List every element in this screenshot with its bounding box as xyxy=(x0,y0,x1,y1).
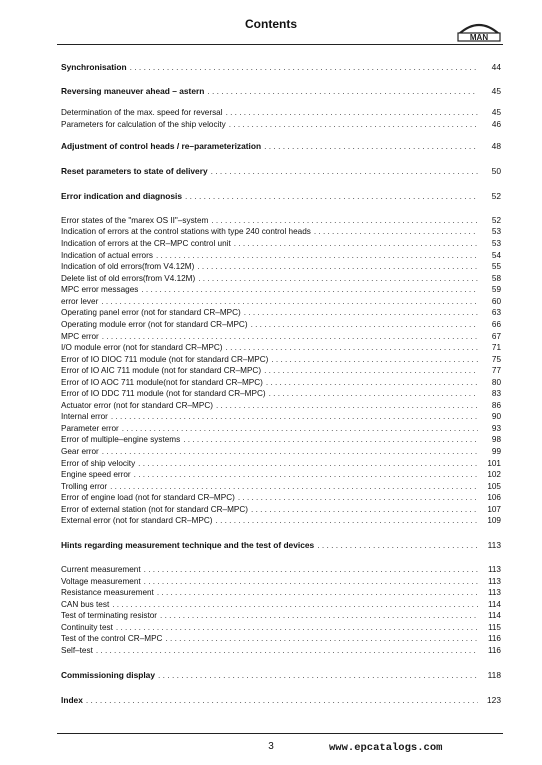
toc-entry-page: 83 xyxy=(491,389,501,398)
dot-leader xyxy=(226,342,478,353)
toc-entry[interactable] xyxy=(61,410,501,422)
toc-entry-label: Indication of errors at the CR–MPC control unit xyxy=(61,239,231,248)
toc-entry-label: Voltage measurement xyxy=(61,577,141,586)
toc-section-entry[interactable] xyxy=(61,669,501,681)
dot-leader xyxy=(269,388,478,399)
toc-entry-label: Error of IO DDC 711 module (not for standard CR–MPC) xyxy=(61,389,266,398)
toc-entry-page: 98 xyxy=(491,435,501,444)
toc-entry-page: 75 xyxy=(491,355,501,364)
svg-text:MAN: MAN xyxy=(469,33,489,42)
toc-entry-label: Error states of the "marex OS II"–system xyxy=(61,216,209,225)
toc-entry-page: 115 xyxy=(487,623,501,632)
toc-entry-page: 80 xyxy=(491,378,501,387)
toc-entry-label: Internal error xyxy=(61,412,108,421)
toc-entry-page: 44 xyxy=(491,62,501,72)
toc-entry-label: MPC error xyxy=(61,332,99,341)
toc-section-entry[interactable] xyxy=(61,694,501,706)
toc-entry-label: Test of the control CR–MPC xyxy=(61,634,163,643)
dot-leader xyxy=(251,319,478,330)
toc-entry-label: Error of multiple–engine systems xyxy=(61,435,181,444)
dot-leader xyxy=(102,446,478,457)
toc-entry-page: 77 xyxy=(491,366,501,375)
toc-entry-page: 45 xyxy=(491,86,501,96)
toc-entry[interactable] xyxy=(61,225,501,237)
toc-entry-page: 63 xyxy=(491,308,501,317)
toc-entry-label: Continuity test xyxy=(61,623,113,632)
toc-entry-label: Error of external station (not for standard CR–MPC) xyxy=(61,505,249,514)
toc-entry-page: 105 xyxy=(487,482,501,491)
dot-leader xyxy=(226,107,478,118)
dot-leader xyxy=(134,469,478,480)
toc-entry-label: Indication of old errors(from V4.12M) xyxy=(61,262,195,271)
toc-entry-page: 123 xyxy=(487,695,501,705)
toc-section-entry[interactable] xyxy=(61,165,501,177)
toc-entry-page: 46 xyxy=(491,120,501,129)
watermark: www.epcatalogs.com xyxy=(329,742,443,754)
toc-entry-label: Hints regarding measurement technique and the test of devices xyxy=(61,540,315,550)
toc-entry-page: 71 xyxy=(491,343,501,352)
toc-entry-label: Operating module error (not for standard CR–MPC) xyxy=(61,320,248,329)
dot-leader xyxy=(264,141,478,152)
toc-entry[interactable] xyxy=(61,445,501,457)
man-logo-icon xyxy=(456,20,502,42)
toc-entry-page: 113 xyxy=(487,588,501,597)
header-rule xyxy=(57,44,503,45)
toc-entry-page: 113 xyxy=(487,577,501,586)
dot-leader xyxy=(216,515,478,526)
toc-entry-label: Operating panel error (not for standard CR–MPC) xyxy=(61,308,241,317)
toc-section-entry[interactable] xyxy=(61,140,501,152)
toc-entry-page: 101 xyxy=(487,459,501,468)
toc-entry-label: Commissioning display xyxy=(61,670,156,680)
toc-entry[interactable] xyxy=(61,491,501,503)
toc-entry[interactable] xyxy=(61,237,501,249)
toc-entry-label: Error of IO DIOC 711 module (not for standard CR–MPC) xyxy=(61,355,269,364)
toc-entry[interactable] xyxy=(61,563,501,575)
toc-entry-label: Error of IO AIC 711 module (not for standard CR–MPC) xyxy=(61,366,262,375)
toc-entry-label: Reversing maneuver ahead – astern xyxy=(61,86,205,96)
toc-entry-page: 54 xyxy=(491,251,501,260)
toc-entry-page: 67 xyxy=(491,332,501,341)
toc-section-entry[interactable] xyxy=(61,539,501,551)
toc-entry-label: Synchronisation xyxy=(61,62,127,72)
toc-entry-page: 93 xyxy=(491,424,501,433)
page-title: Contents xyxy=(245,17,297,31)
dot-leader xyxy=(86,695,478,706)
toc-entry-page: 58 xyxy=(491,274,501,283)
toc-entry-label: External error (not for standard CR–MPC) xyxy=(61,516,213,525)
dot-leader xyxy=(317,540,478,551)
toc-entry-page: 48 xyxy=(491,141,501,151)
dot-leader xyxy=(144,564,478,575)
dot-leader xyxy=(314,226,478,237)
toc-entry-page: 55 xyxy=(491,262,501,271)
toc-entry-label: Determination of the max. speed for reversal xyxy=(61,108,223,117)
toc-entry-label: Error of engine load (not for standard CR–MPC) xyxy=(61,493,235,502)
toc-entry-page: 109 xyxy=(487,516,501,525)
toc-entry-label: Engine speed error xyxy=(61,470,131,479)
toc-entry-page: 86 xyxy=(491,401,501,410)
toc-entry-page: 118 xyxy=(487,670,501,680)
toc-entry-label: Reset parameters to state of delivery xyxy=(61,166,208,176)
toc-entry-label: Error of IO AOC 711 module(not for standard CR–MPC) xyxy=(61,378,263,387)
toc-entry-page: 114 xyxy=(487,600,501,609)
dot-leader xyxy=(111,411,478,422)
toc-entry[interactable] xyxy=(61,118,501,130)
toc-entry[interactable] xyxy=(61,586,501,598)
toc-entry-label: Trolling error xyxy=(61,482,108,491)
toc-section-entry[interactable] xyxy=(61,85,501,97)
toc-entry-page: 52 xyxy=(491,191,501,201)
toc-entry-label: Actuator error (not for standard CR–MPC) xyxy=(61,401,213,410)
toc-section-entry[interactable] xyxy=(61,190,501,202)
toc-entry-page: 113 xyxy=(487,540,501,550)
toc-entry-page: 66 xyxy=(491,320,501,329)
dot-leader xyxy=(197,261,478,272)
toc-entry-label: Indication of errors at the control stations with type 240 control heads xyxy=(61,227,311,236)
toc-entry[interactable] xyxy=(61,306,501,318)
dot-leader xyxy=(264,365,478,376)
toc-entry-label: Index xyxy=(61,695,83,705)
toc-entry[interactable] xyxy=(61,632,501,644)
toc-entry[interactable] xyxy=(61,364,501,376)
toc-entry-page: 106 xyxy=(487,493,501,502)
toc-entry-label: Current measurement xyxy=(61,565,141,574)
page-number: 3 xyxy=(268,741,274,752)
toc-entry[interactable] xyxy=(61,468,501,480)
toc-entry-label: MPC error messages xyxy=(61,285,139,294)
toc-entry[interactable] xyxy=(61,514,501,526)
dot-leader xyxy=(130,62,478,73)
toc-entry[interactable] xyxy=(61,260,501,272)
dot-leader xyxy=(96,645,478,656)
toc-entry-page: 60 xyxy=(491,297,501,306)
dot-leader xyxy=(211,166,478,177)
dot-leader xyxy=(160,610,478,621)
toc-entry[interactable] xyxy=(61,387,501,399)
dot-leader xyxy=(244,307,478,318)
toc-entry[interactable] xyxy=(61,644,501,656)
toc-entry-page: 53 xyxy=(491,239,501,248)
toc-entry-page: 90 xyxy=(491,412,501,421)
dot-leader xyxy=(183,434,478,445)
dot-leader xyxy=(238,492,478,503)
toc-entry-label: Gear error xyxy=(61,447,99,456)
toc-entry-label: Resistance measurement xyxy=(61,588,154,597)
toc-entry-page: 59 xyxy=(491,285,501,294)
dot-leader xyxy=(141,284,478,295)
toc-entry[interactable] xyxy=(61,609,501,621)
toc-entry-page: 52 xyxy=(491,216,501,225)
toc-entry[interactable] xyxy=(61,433,501,445)
toc-entry-label: Error indication and diagnosis xyxy=(61,191,182,201)
toc-entry-label: Test of terminating resistor xyxy=(61,611,158,620)
toc-entry-label: Delete list of old errors(from V4.12M) xyxy=(61,274,196,283)
toc-entry-label: Self–test xyxy=(61,646,93,655)
toc-entry-page: 113 xyxy=(487,565,501,574)
dot-leader xyxy=(158,670,478,681)
toc-entry-page: 116 xyxy=(487,634,501,643)
toc-entry-page: 50 xyxy=(491,166,501,176)
toc-entry-label: Adjustment of control heads / re–parameterization xyxy=(61,141,262,151)
dot-leader xyxy=(229,119,478,130)
toc-entry-label: Indication of actual errors xyxy=(61,251,153,260)
dot-leader xyxy=(207,86,478,97)
toc-entry-label: error lever xyxy=(61,297,99,306)
dot-leader xyxy=(185,191,478,202)
toc-entry-label: Error of ship velocity xyxy=(61,459,136,468)
toc-entry-page: 45 xyxy=(491,108,501,117)
toc-entry-label: Parameters for calculation of the ship velocity xyxy=(61,120,226,129)
toc-entry-label: Parameter error xyxy=(61,424,119,433)
footer-rule xyxy=(57,733,503,734)
toc-entry-page: 102 xyxy=(487,470,501,479)
toc-entry[interactable] xyxy=(61,106,501,118)
toc-entry-page: 114 xyxy=(487,611,501,620)
toc-entry-label: I/O module error (not for standard CR–MPC) xyxy=(61,343,223,352)
toc-entry-page: 53 xyxy=(491,227,501,236)
toc-entry[interactable] xyxy=(61,283,501,295)
toc-section-entry[interactable] xyxy=(61,61,501,73)
toc-entry[interactable] xyxy=(61,341,501,353)
dot-leader xyxy=(157,587,478,598)
dot-leader xyxy=(165,633,478,644)
toc-entry-label: CAN bus test xyxy=(61,600,110,609)
toc-entry-page: 116 xyxy=(487,646,501,655)
toc-entry-page: 99 xyxy=(491,447,501,456)
toc-entry[interactable] xyxy=(61,318,501,330)
toc-entry-page: 107 xyxy=(487,505,501,514)
dot-leader xyxy=(234,238,478,249)
